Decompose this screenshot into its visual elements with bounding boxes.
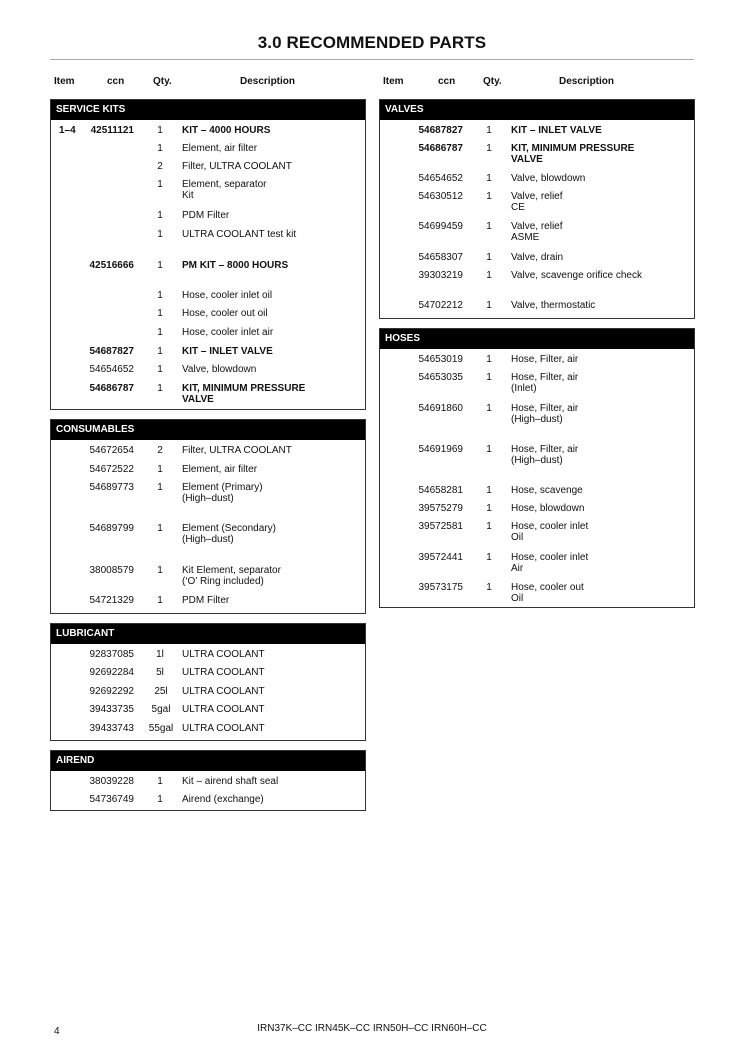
table-row — [51, 139, 365, 157]
part-description: ULTRA COOLANT — [182, 686, 265, 697]
part-ccn: 54654652 — [418, 173, 463, 184]
part-quantity: 1l — [156, 649, 164, 660]
part-description: Hose, Filter, air (High–dust) — [511, 403, 579, 425]
table-row — [51, 700, 365, 719]
header-qty-right: Qty. — [483, 76, 502, 87]
part-description: ULTRA COOLANT — [182, 667, 265, 678]
table-row — [380, 296, 694, 315]
part-ccn: 92837085 — [89, 649, 134, 660]
table-row — [51, 121, 365, 139]
part-quantity: 2 — [157, 161, 163, 172]
table-row — [51, 286, 365, 304]
section-title: LUBRICANT — [51, 624, 365, 644]
table-row — [380, 169, 694, 187]
part-quantity: 1 — [486, 143, 492, 154]
part-quantity: 1 — [486, 444, 492, 455]
part-ccn: 54658281 — [418, 485, 463, 496]
part-description: KIT – INLET VALVE — [182, 346, 273, 357]
part-ccn: 42511121 — [90, 125, 134, 136]
part-quantity: 1 — [486, 403, 492, 414]
table-row — [51, 772, 365, 790]
header-item-right: Item — [383, 76, 404, 87]
footer-model-list: IRN37K–CC IRN45K–CC IRN50H–CC IRN60H–CC — [257, 1023, 487, 1034]
table-row — [380, 248, 694, 266]
part-description: KIT – INLET VALVE — [511, 125, 602, 136]
table-row — [380, 139, 694, 169]
part-quantity: 1 — [486, 485, 492, 496]
part-description: Hose, cooler out Oil — [511, 582, 584, 604]
part-description: Valve, blowdown — [511, 173, 586, 184]
parts-section — [50, 750, 366, 811]
part-description: KIT, MINIMUM PRESSURE VALVE — [182, 383, 306, 405]
part-description: Valve, scavenge orifice check — [511, 270, 642, 281]
part-description: Kit – airend shaft seal — [182, 776, 279, 787]
table-row — [380, 481, 694, 499]
part-description: ULTRA COOLANT test kit — [182, 229, 297, 240]
table-row — [51, 478, 365, 519]
table-row — [380, 266, 694, 296]
table-row — [51, 206, 365, 225]
part-quantity: 1 — [157, 260, 163, 271]
table-row — [380, 399, 694, 440]
part-quantity: 1 — [157, 290, 163, 301]
table-row — [51, 256, 365, 286]
part-quantity: 1 — [157, 523, 163, 534]
header-ccn-left: ccn — [107, 76, 125, 87]
part-description: Kit Element, separator (‘O’ Ring included) — [182, 565, 281, 587]
header-item-left: Item — [54, 76, 75, 87]
part-quantity: 1 — [157, 794, 163, 805]
section-body — [380, 349, 694, 607]
table-row — [51, 682, 365, 700]
table-row — [51, 719, 365, 737]
part-quantity: 1 — [486, 582, 492, 593]
part-ccn: 39575279 — [418, 503, 463, 514]
page-title: 3.0 RECOMMENDED PARTS — [257, 33, 487, 52]
page-number: 4 — [54, 1026, 60, 1037]
part-quantity: 1 — [157, 565, 163, 576]
part-quantity: 1 — [157, 308, 163, 319]
part-quantity: 1 — [486, 300, 492, 311]
part-description: Valve, thermostatic — [511, 300, 596, 311]
part-quantity: 1 — [486, 372, 492, 383]
parts-section — [50, 419, 366, 614]
part-ccn: 54687827 — [418, 125, 463, 136]
part-description: Element, air filter — [182, 143, 258, 154]
part-ccn: 38008579 — [89, 565, 134, 576]
part-quantity: 1 — [486, 191, 492, 202]
part-description: Hose, scavenge — [511, 485, 583, 496]
part-quantity: 1 — [157, 776, 163, 787]
part-description: PDM Filter — [182, 210, 230, 221]
part-description: Filter, ULTRA COOLANT — [182, 161, 292, 172]
part-ccn: 54721329 — [89, 595, 134, 606]
header-description-right: Description — [559, 76, 615, 87]
part-description: PDM Filter — [182, 595, 230, 606]
part-quantity: 1 — [157, 383, 163, 394]
part-ccn: 54630512 — [418, 191, 463, 202]
right-parts-column — [379, 99, 695, 617]
table-row — [51, 790, 365, 807]
table-row — [380, 517, 694, 548]
section-body — [51, 440, 365, 613]
table-row — [51, 323, 365, 342]
table-row — [51, 175, 365, 206]
parts-section — [379, 99, 695, 319]
part-quantity: 1 — [157, 210, 163, 221]
part-ccn: 54691860 — [418, 403, 463, 414]
part-description: Valve, relief ASME — [511, 221, 563, 243]
header-description-left: Description — [240, 76, 296, 87]
part-description: Element, separator Kit — [182, 179, 267, 201]
part-description: Element (Primary) (High–dust) — [182, 482, 263, 504]
section-title: VALVES — [380, 100, 694, 120]
table-row — [51, 460, 365, 478]
part-description: Hose, cooler inlet oil — [182, 290, 273, 301]
part-quantity: 1 — [157, 595, 163, 606]
part-ccn: 39572441 — [418, 552, 463, 563]
title-rule — [50, 59, 694, 60]
part-description: ULTRA COOLANT — [182, 649, 265, 660]
section-body — [51, 771, 365, 810]
part-quantity: 1 — [486, 354, 492, 365]
part-ccn: 38039228 — [89, 776, 134, 787]
part-description: KIT, MINIMUM PRESSURE VALVE — [511, 143, 635, 165]
part-ccn: 54686787 — [89, 383, 134, 394]
part-description: KIT – 4000 HOURS — [182, 125, 271, 136]
part-description: Hose, cooler inlet Oil — [511, 521, 589, 543]
section-title: SERVICE KITS — [51, 100, 365, 120]
part-quantity: 1 — [486, 221, 492, 232]
section-title: AIREND — [51, 751, 365, 771]
part-quantity: 1 — [486, 552, 492, 563]
table-row — [51, 663, 365, 682]
section-body — [380, 120, 694, 318]
parts-section — [379, 328, 695, 608]
part-ccn: 39433735 — [89, 704, 134, 715]
part-quantity: 1 — [157, 327, 163, 338]
part-description: Hose, Filter, air (High–dust) — [511, 444, 579, 466]
part-quantity: 2 — [157, 445, 163, 456]
table-row — [51, 561, 365, 591]
part-ccn: 54653019 — [418, 354, 463, 365]
part-ccn: 39433743 — [89, 723, 134, 734]
part-description: Hose, cooler inlet Air — [511, 552, 589, 574]
part-ccn: 54653035 — [418, 372, 463, 383]
part-quantity: 1 — [486, 503, 492, 514]
part-ccn: 39303219 — [418, 270, 463, 281]
table-row — [380, 368, 694, 399]
part-quantity: 1 — [157, 229, 163, 240]
part-quantity: 1 — [157, 464, 163, 475]
part-ccn: 54736749 — [89, 794, 134, 805]
section-title: CONSUMABLES — [51, 420, 365, 440]
part-description: Valve, drain — [511, 252, 564, 263]
table-row — [380, 440, 694, 481]
part-description: Element (Secondary) (High–dust) — [182, 523, 276, 545]
part-ccn: 54689773 — [89, 482, 134, 493]
part-description: Filter, ULTRA COOLANT — [182, 445, 292, 456]
part-ccn: 39573175 — [418, 582, 463, 593]
part-ccn: 92692284 — [89, 667, 134, 678]
table-row — [380, 217, 694, 248]
part-ccn: 54699459 — [418, 221, 463, 232]
part-description: ULTRA COOLANT — [182, 723, 265, 734]
header-ccn-right: ccn — [438, 76, 456, 87]
part-description: ULTRA COOLANT — [182, 704, 265, 715]
part-quantity: 1 — [157, 143, 163, 154]
parts-section — [50, 623, 366, 741]
part-ccn: 54702212 — [418, 300, 463, 311]
part-ccn: 54689799 — [89, 523, 134, 534]
part-quantity: 5gal — [151, 704, 171, 715]
part-ccn: 42516666 — [89, 260, 134, 271]
part-description: Hose, cooler out oil — [182, 308, 268, 319]
table-row — [380, 499, 694, 517]
table-row — [51, 591, 365, 610]
part-ccn: 92692292 — [89, 686, 134, 697]
part-ccn: 54687827 — [89, 346, 134, 357]
part-ccn: 54654652 — [89, 364, 134, 375]
part-description: Hose, Filter, air (Inlet) — [511, 372, 579, 394]
part-item-number: 1–4 — [59, 125, 76, 136]
part-description: Element, air filter — [182, 464, 258, 475]
part-quantity: 25l — [154, 686, 168, 697]
part-ccn: 54672522 — [89, 464, 134, 475]
part-quantity: 55gal — [148, 723, 174, 734]
table-row — [51, 645, 365, 663]
part-description: Hose, cooler inlet air — [182, 327, 274, 338]
part-ccn: 54691969 — [418, 444, 463, 455]
part-quantity: 1 — [486, 125, 492, 136]
table-row — [51, 519, 365, 561]
section-body — [51, 644, 365, 740]
part-description: Valve, blowdown — [182, 364, 257, 375]
table-row — [51, 304, 365, 323]
part-quantity: 1 — [486, 252, 492, 263]
section-title: HOSES — [380, 329, 694, 349]
part-quantity: 1 — [157, 482, 163, 493]
parts-section — [50, 99, 366, 410]
table-row — [51, 441, 365, 460]
part-description: Valve, relief CE — [511, 191, 563, 213]
table-row — [380, 350, 694, 368]
table-row — [51, 157, 365, 175]
section-body — [51, 120, 365, 409]
part-quantity: 5l — [156, 667, 164, 678]
left-parts-column — [50, 99, 366, 820]
part-description: Airend (exchange) — [182, 794, 264, 805]
part-quantity: 1 — [486, 270, 492, 281]
table-row — [380, 578, 694, 604]
table-row — [51, 379, 365, 406]
part-quantity: 1 — [486, 521, 492, 532]
table-row — [51, 360, 365, 379]
table-row — [380, 121, 694, 139]
part-ccn: 54658307 — [418, 252, 463, 263]
part-ccn: 54686787 — [418, 143, 463, 154]
part-quantity: 1 — [157, 125, 163, 136]
table-row — [380, 187, 694, 217]
part-quantity: 1 — [157, 364, 163, 375]
part-quantity: 1 — [157, 346, 163, 357]
part-description: Hose, blowdown — [511, 503, 585, 514]
part-ccn: 39572581 — [418, 521, 463, 532]
table-row — [380, 548, 694, 578]
part-quantity: 1 — [157, 179, 163, 190]
table-row — [51, 342, 365, 360]
part-description: Hose, Filter, air — [511, 354, 579, 365]
part-quantity: 1 — [486, 173, 492, 184]
table-row — [51, 225, 365, 256]
header-qty-left: Qty. — [153, 76, 172, 87]
part-ccn: 54672654 — [89, 445, 134, 456]
part-description: PM KIT – 8000 HOURS — [182, 260, 289, 271]
